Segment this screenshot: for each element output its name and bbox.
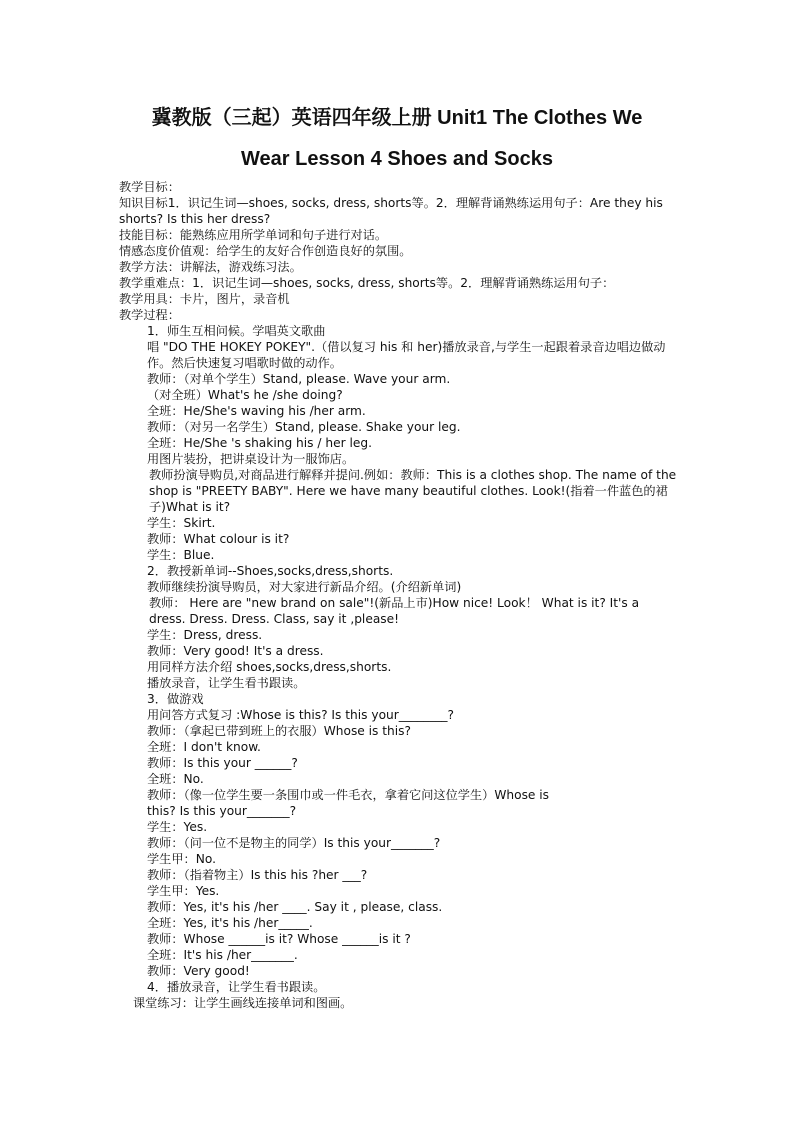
text-line: 情感态度价值观：给学生的友好合作创造良好的氛围。 (119, 244, 412, 258)
document-body (119, 179, 679, 1011)
text-line: 教师：（对单个学生）Stand, please. Wave your arm. (147, 372, 451, 386)
text-line: 教学过程： (119, 308, 180, 322)
text-line: 全班：It's his /her_______. (147, 948, 298, 962)
text-line: 教师：Yes, it's his /her ____. Say it , please, class. (147, 900, 443, 914)
text-line: 全班：No. (147, 772, 204, 786)
text-line: 教师：Is this your ______? (147, 756, 298, 770)
text-line: 3．做游戏 (147, 692, 204, 706)
document-title-line-2: Wear Lesson 4 Shoes and Socks (241, 148, 553, 170)
text-line: 教师：Very good! It's a dress. (147, 644, 324, 658)
text-line: 教师：（像一位学生要一条围巾或一件毛衣，拿着它问这位学生）Whose is (147, 788, 550, 802)
text-line: 教师： Here are "new brand on sale"!(新品上市)How nice! Look！ What is it? It's a dress. Dress. Dress. Class, say it ,please! (149, 596, 640, 626)
text-line: 4．播放录音，让学生看书跟读。 (147, 980, 326, 994)
text-line: 教学重难点：1．识记生词—shoes, socks, dress, shorts等。2．理解背诵熟练运用句子： (119, 276, 615, 290)
text-line: 教师：（指着物主）Is this his ?her ___? (147, 868, 368, 882)
text-line: 学生：Skirt. (147, 516, 216, 530)
text-line: 学生：Yes. (147, 820, 208, 834)
text-line: 学生：Dress, dress. (147, 628, 263, 642)
text-line: 1．师生互相问候。学唱英文歌曲 (147, 324, 326, 338)
text-line: 播放录音，让学生看书跟读。 (147, 676, 306, 690)
text-line: 全班：He/She's waving his /her arm. (147, 404, 366, 418)
text-line: 教学目标： (119, 180, 180, 194)
text-line: 唱 "DO THE HOKEY POKEY".（借以复习 his 和 her)播放录音,与学生一起跟着录音边唱边做动作。然后快速复习唱歌时做的动作。 (147, 340, 666, 370)
text-line: 全班：I don't know. (147, 740, 261, 754)
text-line: 用图片装扮，把讲桌设计为一服饰店。 (147, 452, 355, 466)
text-line: 课堂练习：让学生画线连接单词和图画。 (133, 996, 353, 1010)
text-line: 教师：Whose ______is it? Whose ______is it ? (147, 932, 411, 946)
text-line: （对全班）What's he /she doing? (147, 388, 343, 402)
text-line: 学生甲：No. (147, 852, 216, 866)
text-line: this? Is this your_______? (147, 804, 297, 818)
document-title-line-1: 冀教版（三起）英语四年级上册 Unit1 The Clothes We (151, 107, 643, 129)
text-line: 知识目标1．识记生词—shoes, socks, dress, shorts等。2．理解背诵熟练运用句子：Are they his shorts? Is this her dress? (119, 196, 663, 226)
text-line: 教师扮演导购员,对商品进行解释并提问.例如：教师：This is a clothes shop. The name of the shop is "PREETY BABY". Here we have many beautiful clothes. Look!(指着一件蓝色的裙子)What is it? (149, 468, 677, 514)
text-line: 技能目标：能熟练应用所学单词和句子进行对话。 (119, 228, 388, 242)
text-line: 教学方法：讲解法，游戏练习法。 (119, 260, 302, 274)
text-line: 教师：Very good! (147, 964, 250, 978)
text-line: 教师：（问一位不是物主的同学）Is this your_______? (147, 836, 441, 850)
text-line: 教师：（对另一名学生）Stand, please. Shake your leg. (147, 420, 461, 434)
text-line: 全班：He/She 's shaking his / her leg. (147, 436, 372, 450)
text-line: 用问答方式复习 :Whose is this? Is this your________? (147, 708, 454, 722)
text-line: 学生：Blue. (147, 548, 215, 562)
text-line: 教师继续扮演导购员，对大家进行新品介绍。(介绍新单词) (147, 580, 462, 594)
text-line: 2．教授新单词--Shoes,socks,dress,shorts. (147, 564, 394, 578)
text-line: 教师：（拿起已带到班上的衣服）Whose is this? (147, 724, 411, 738)
text-line: 学生甲：Yes. (147, 884, 220, 898)
text-line: 教学用具：卡片，图片，录音机 (119, 292, 290, 306)
text-line: 全班：Yes, it's his /her_____. (147, 916, 313, 930)
text-line: 用同样方法介绍 shoes,socks,dress,shorts. (147, 660, 392, 674)
text-line: 教师：What colour is it? (147, 532, 290, 546)
